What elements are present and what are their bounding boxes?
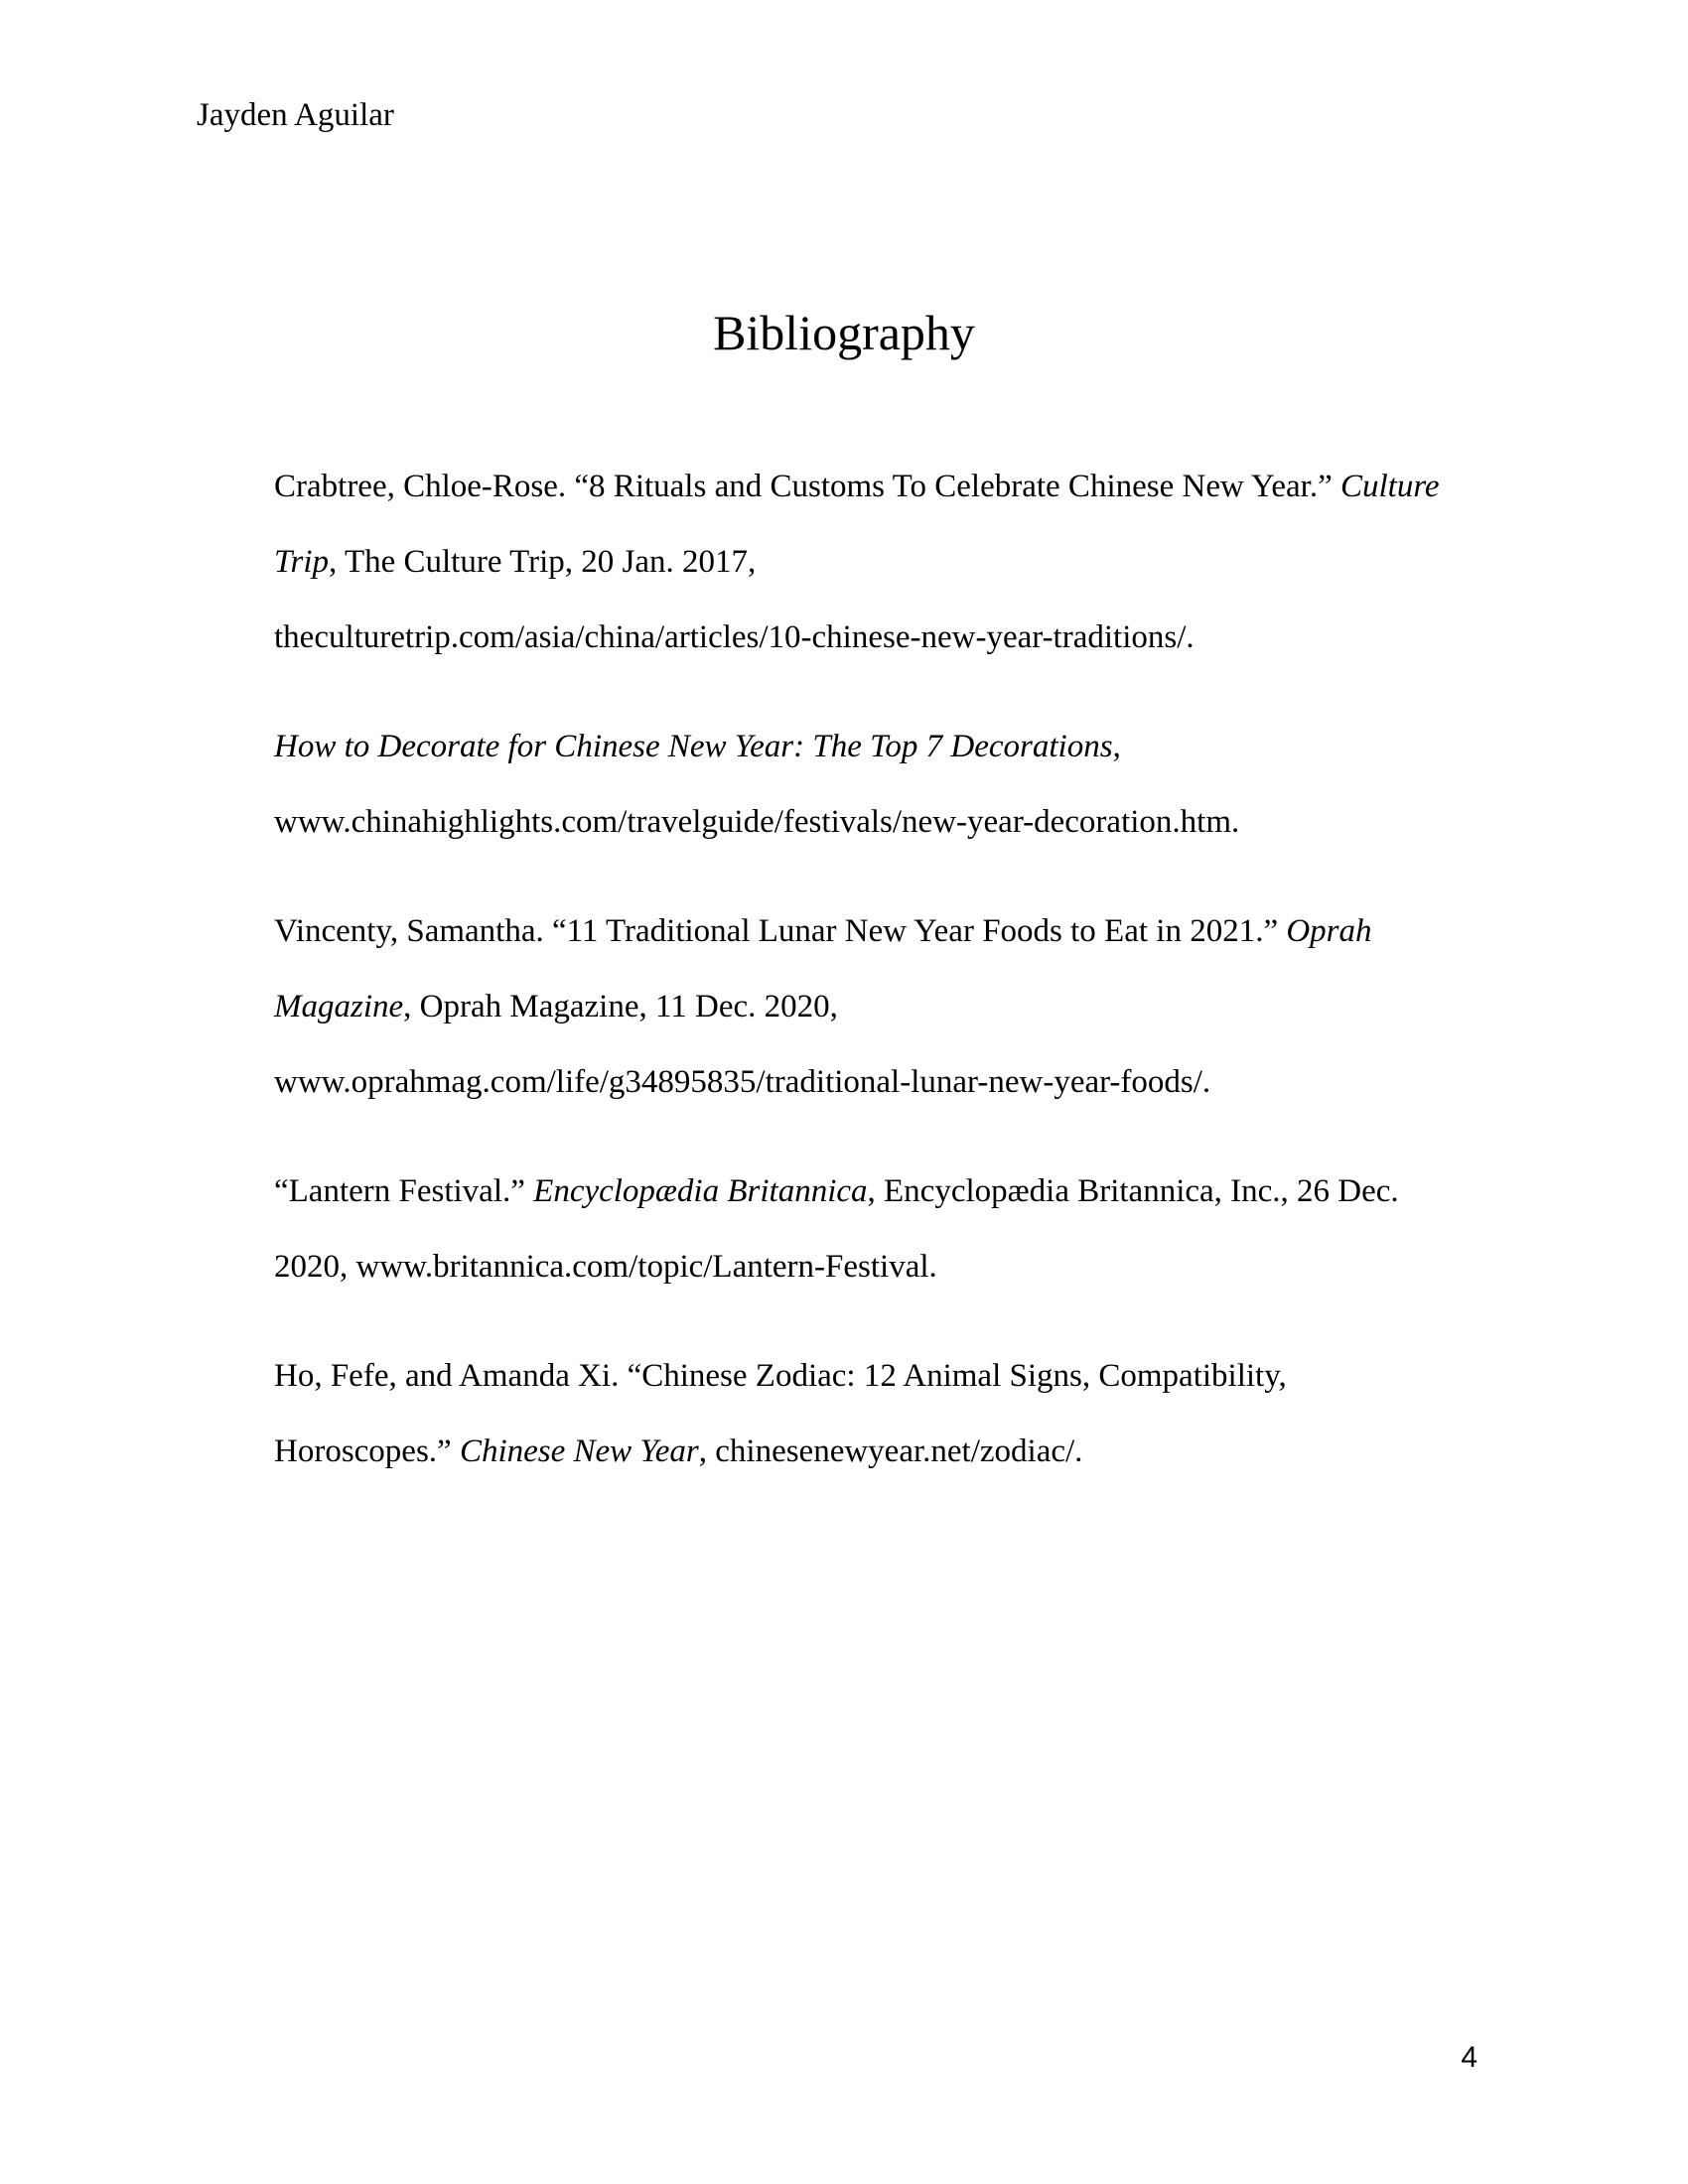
page-title: Bibliography (713, 305, 975, 360)
bibliography-entry (274, 1338, 1495, 1489)
entry-text: Crabtree, Chloe-Rose. “8 Rituals and Customs To Celebrate Chinese New Year.” (274, 469, 1340, 504)
entry-source-title: Encyclopædia Britannica (533, 1173, 868, 1209)
bibliography-entry (274, 709, 1495, 860)
bibliography-list (274, 449, 1495, 1489)
entry-source-title: Chinese New Year (459, 1433, 699, 1469)
entry-text: , chinesenewyear.net/zodiac/. (698, 1433, 1083, 1469)
entry-text: , www.chinahighlights.com/travelguide/festivals/new-year-decoration.htm. (274, 729, 1240, 840)
header-author: Jayden Aguilar (197, 97, 394, 133)
page-number: 4 (1461, 2041, 1477, 2074)
entry-text: , The Culture Trip, 20 Jan. 2017, theculturetrip.com/asia/china/articles/10-chinese-new-year-traditions/. (274, 544, 1195, 655)
bibliography-entry (274, 893, 1495, 1120)
bibliography-entry (274, 1154, 1495, 1304)
entry-source-title: Culture Trip (274, 469, 1440, 580)
entry-text: Vincenty, Samantha. “11 Traditional Lunar New Year Foods to Eat in 2021.” (274, 913, 1287, 949)
entry-text: , Oprah Magazine, 11 Dec. 2020, www.oprahmag.com/life/g34895835/traditional-lunar-new-year-foods/. (274, 989, 1211, 1100)
bibliography-entry (274, 449, 1495, 675)
entry-source-title: Oprah Magazine (274, 913, 1372, 1024)
entry-source-title: How to Decorate for Chinese New Year: The Top 7 Decorations (274, 729, 1113, 764)
entry-text: Ho, Fefe, and Amanda Xi. “Chinese Zodiac: 12 Animal Signs, Compatibility, Horoscopes.” (274, 1358, 1287, 1469)
entry-text: “Lantern Festival.” (274, 1173, 534, 1209)
entry-text: , Encyclopædia Britannica, Inc., 26 Dec. 2020, www.britannica.com/topic/Lantern-Festival. (274, 1173, 1399, 1285)
